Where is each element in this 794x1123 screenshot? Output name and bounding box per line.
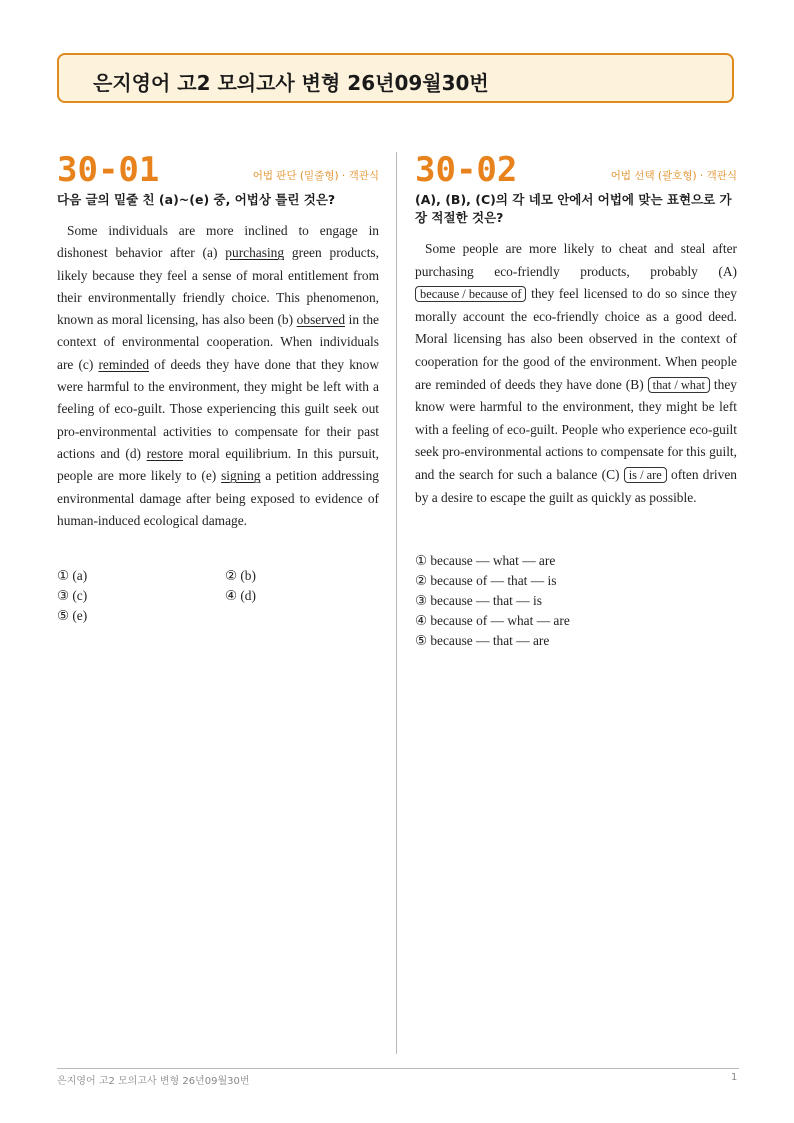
- passage-text: green products, likely because they feel a sense of moral entitlement from their environmentally friendly choice. This phenomenon, known as moral licensing, has also been (b): [57, 245, 379, 328]
- question-type: 어법 판단 (밑줄형) · 객관식: [252, 170, 379, 182]
- header-box: [57, 53, 734, 103]
- question-title: (A), (B), (C)의 각 네모 안에서 어법에 맞는 표현으로 가장 적절한 것은?: [415, 192, 732, 225]
- question-title: 다음 글의 밑줄 친 (a)~(e) 중, 어법상 틀린 것은?: [57, 192, 336, 207]
- underline-e: signing: [221, 468, 261, 484]
- page-title: 은지영어 고2 모의고사 변형 26년09월30번: [93, 71, 489, 95]
- passage-text: they feel licensed to do so since they morally account the eco-friendly choice as a good deed. Moral licensing has also been observed in the context of cooperation for the good of the environment. When people are reminded of deeds they have done (B): [415, 286, 737, 392]
- choice-1[interactable]: ① because — what — are: [415, 553, 556, 568]
- choice-4[interactable]: ④ (d): [225, 588, 256, 603]
- choice-5[interactable]: ⑤ (e): [57, 608, 88, 623]
- choice-box-a: because / because of: [415, 286, 526, 302]
- passage-text: they know were harmful to the environment, they might be left with a feeling of eco-guilt. People who experience eco-guilt seek pro-environmental actions to compensate for this guilt, and the search for such a balance (C): [415, 376, 737, 482]
- underline-a: purchasing: [225, 245, 285, 261]
- choice-box-b: that / what: [648, 377, 710, 393]
- passage-text: in the context of environmental cooperation. When individuals are (c): [57, 312, 379, 372]
- passage-text: a petition addressing environmental damage after being exposed to evidence of human-induced ecological damage.: [57, 468, 379, 528]
- column-divider: [396, 152, 397, 1054]
- choice-3[interactable]: ③ because — that — is: [415, 593, 542, 608]
- passage-text: moral equilibrium. In this pursuit, people are more likely to (e): [57, 445, 379, 484]
- passage-text: of deeds they have done that they know were harmful to the environment, they might be left with a feeling of eco-guilt. Those experiencing this guilt seek out pro-environmental activities to compensate for their past actions and (d): [57, 356, 379, 461]
- question-number: 30-01: [57, 150, 160, 190]
- question-passage: [57, 220, 379, 532]
- passage-text: Some people are more likely to cheat and steal after purchasing eco-friendly products, probably (A): [415, 241, 737, 279]
- choice-4[interactable]: ④ because of — what — are: [415, 613, 570, 628]
- passage-text: often driven by a desire to escape the guilt as quickly as possible.: [415, 466, 737, 505]
- choice-5[interactable]: ⑤ because — that — are: [415, 633, 550, 648]
- question-type: 어법 선택 (괄호형) · 객관식: [610, 170, 737, 182]
- footer-divider: [57, 1068, 739, 1069]
- question-number: 30-02: [415, 150, 518, 190]
- choice-2[interactable]: ② (b): [225, 568, 256, 583]
- choice-2[interactable]: ② because of — that — is: [415, 573, 557, 588]
- underline-c: reminded: [98, 356, 150, 372]
- question-passage: [415, 238, 737, 509]
- underline-b: observed: [296, 312, 346, 328]
- choice-1[interactable]: ① (a): [57, 568, 88, 583]
- page-number: 1: [731, 1072, 738, 1083]
- footer-title: 은지영어 고2 모의고사 변형 26년09월30번: [57, 1076, 250, 1087]
- underline-d: restore: [146, 445, 184, 461]
- choice-3[interactable]: ③ (c): [57, 588, 88, 603]
- choice-box-c: is / are: [624, 467, 667, 483]
- passage-text: Some individuals are more inclined to engage in dishonest behavior after (a): [57, 223, 379, 261]
